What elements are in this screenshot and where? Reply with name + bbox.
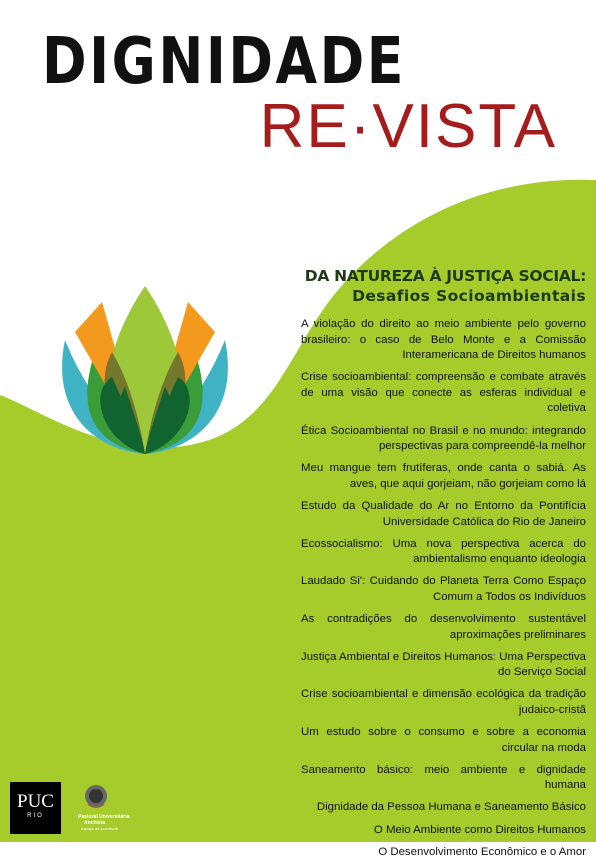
article-title: Justiça Ambiental e Direitos Humanos: Uma Perspectiva do Serviço Social xyxy=(301,650,586,679)
article-list xyxy=(301,317,586,860)
issue-subtitle: Desafios Socioambientais xyxy=(352,287,586,305)
article-title: Dignidade da Pessoa Humana e Saneamento Básico xyxy=(316,801,586,814)
article-title: As contradições do desenvolvimento sustentável aproximações preliminares xyxy=(301,613,586,641)
article-title: Crise socioambiental: compreensão e combate através de uma visão que conecte as esferas individual e coletiva xyxy=(301,371,586,415)
rio-logo-text: RIO xyxy=(27,813,44,819)
article-title: O Desenvolvimento Econômico e o Amor xyxy=(378,845,586,858)
pastoral-line2: Anchieta xyxy=(84,820,106,826)
article-title: Ética Socioambiental no Brasil e no mundo: integrando perspectivas para compreendê-la melhor xyxy=(301,424,586,453)
pastoral-line3: espaço de juventude xyxy=(81,826,118,831)
pastoral-line1: Pastoral Universitária xyxy=(78,814,130,820)
article-title: Saneamento básico: meio ambiente e dignidade humana xyxy=(301,763,586,792)
article-title: Um estudo sobre o consumo e sobre a economia circular na moda xyxy=(301,726,586,754)
puc-rio-logo-icon xyxy=(10,782,61,834)
article-title: A violação do direito ao meio ambiente pelo governo brasileiro: o caso de Belo Monte e a Comissão Interamericana de Direitos humanos xyxy=(301,318,586,362)
article-title: Meu mangue tem frutíferas, onde canta o sabiá. As aves, que aqui gorjeiam, não gorjeiam como lá xyxy=(301,462,586,490)
pastoral-universitaria-logo-icon xyxy=(78,782,138,834)
article-title: O Meio Ambiente como Direitos Humanos xyxy=(373,823,586,836)
magazine-title: DIGNIDADE xyxy=(42,25,407,99)
footer-logos xyxy=(10,782,150,838)
article-title: Crise socioambiental e dimensão ecológica da tradição judaico-cristã xyxy=(301,688,586,716)
article-title: Estudo da Qualidade do Ar no Entorno da Pontifícia Universidade Católica do Rio de Janeiro xyxy=(301,499,586,528)
issue-title: DA NATUREZA À JUSTIÇA SOCIAL: xyxy=(304,267,586,285)
magazine-subtitle: RE·VISTA xyxy=(259,92,557,161)
article-title: Ecossocialismo: Uma nova perspectiva acerca do ambientalismo enquanto ideologia xyxy=(301,537,586,566)
lotus-logo-icon xyxy=(40,282,250,462)
puc-logo-text: PUC xyxy=(17,791,54,812)
contents-panel xyxy=(301,266,586,867)
article-title: Laudado Si': Cuidando do Planeta Terra Como Espaço Comum a Todos os Indivíduos xyxy=(301,575,586,603)
